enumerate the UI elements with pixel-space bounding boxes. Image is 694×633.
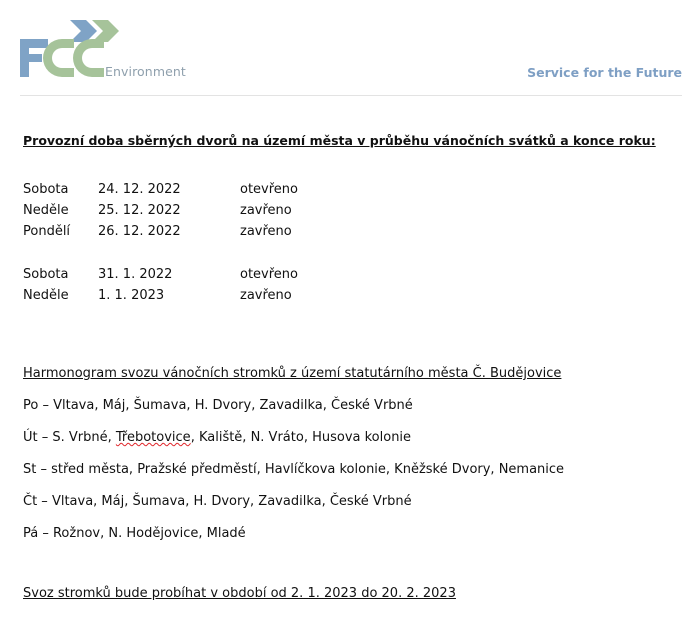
row-day: Neděle xyxy=(23,203,69,218)
route-line xyxy=(23,430,411,445)
route-line: Čt – Vltava, Máj, Šumava, H. Dvory, Zavadilka, České Vrbné xyxy=(23,494,412,509)
brand-subtitle: Environment xyxy=(105,64,186,79)
row-date: 26. 12. 2022 xyxy=(98,224,181,239)
route-line: Po – Vltava, Máj, Šumava, H. Dvory, Zavadilka, České Vrbné xyxy=(23,398,413,413)
spellcheck-flagged-word: Třebotovice xyxy=(115,430,191,445)
route-line: St – střed města, Pražské předměstí, Havlíčkova kolonie, Kněžské Dvory, Nemanice xyxy=(23,462,565,477)
tagline: Service for the Future xyxy=(527,65,682,80)
harmonogram-title: Harmonogram svozu vánočních stromků z území statutárního města Č. Budějovice xyxy=(23,366,562,381)
route-text: , Kaliště, N. Vráto, Husova kolonie xyxy=(190,430,412,445)
row-status: zavřeno xyxy=(240,203,292,218)
row-date: 25. 12. 2022 xyxy=(98,203,181,218)
row-day: Pondělí xyxy=(23,224,71,239)
header-divider xyxy=(20,95,682,96)
row-date: 24. 12. 2022 xyxy=(98,182,181,197)
row-day: Sobota xyxy=(23,267,69,282)
row-status: zavřeno xyxy=(240,224,292,239)
row-day: Neděle xyxy=(23,288,69,303)
row-status: otevřeno xyxy=(240,182,298,197)
row-status: zavřeno xyxy=(240,288,292,303)
row-date: 1. 1. 2023 xyxy=(98,288,165,303)
collection-period-note: Svoz stromků bude probíhat v období od 2. 1. 2023 do 20. 2. 2023 xyxy=(23,586,456,601)
route-line: Pá – Rožnov, N. Hodějovice, Mladé xyxy=(23,526,246,541)
route-text: Út – S. Vrbné, xyxy=(23,430,116,445)
row-status: otevřeno xyxy=(240,267,298,282)
schedule-title: Provozní doba sběrných dvorů na území města v průběhu vánočních svátků a konce roku: xyxy=(23,133,656,148)
email-header xyxy=(0,0,694,96)
row-day: Sobota xyxy=(23,182,69,197)
row-date: 31. 1. 2022 xyxy=(98,267,173,282)
